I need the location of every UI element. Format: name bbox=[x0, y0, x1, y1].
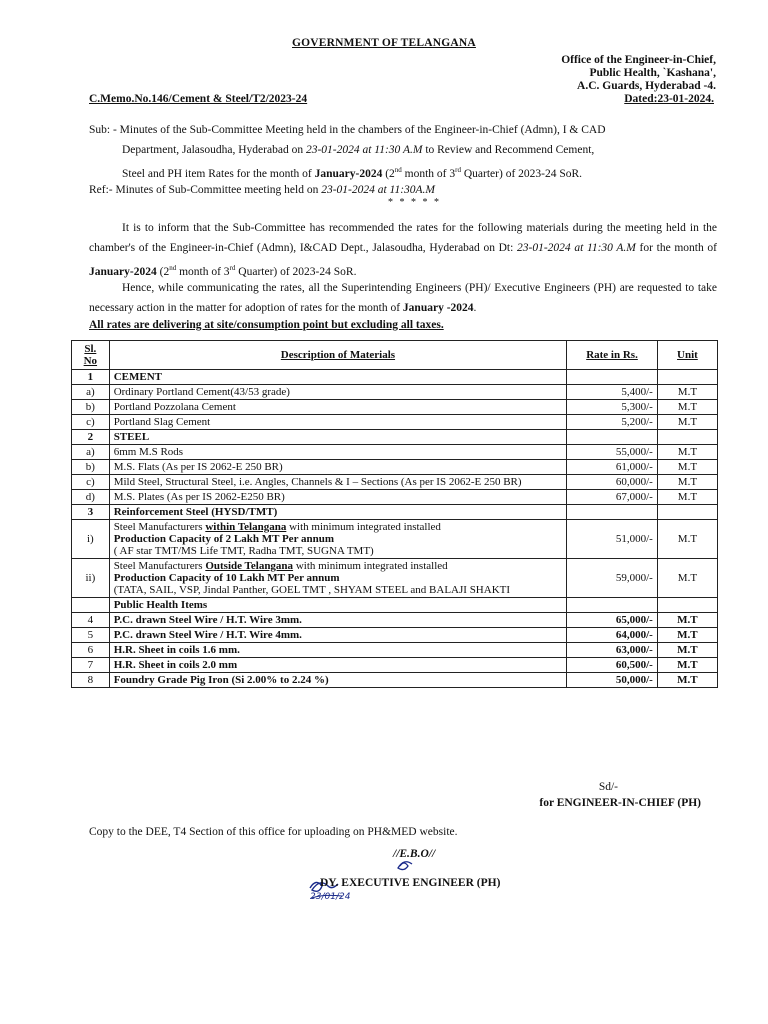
paragraph-meeting-date: 23-01-2024 at 11:30 A.M bbox=[517, 242, 636, 254]
manufacturer-list: (TATA, SAIL, VSP, Jindal Panther, GOEL TMT , SHYAM STEEL and BALAJI SHAKTI bbox=[113, 584, 511, 596]
row-rate: 5,300/- bbox=[567, 400, 658, 415]
table-row bbox=[72, 400, 718, 415]
table-row bbox=[72, 475, 718, 490]
row-sl: a) bbox=[72, 385, 110, 400]
row-unit: M.T bbox=[657, 628, 717, 643]
subject-line-2-end: to Review and Recommend Cement, bbox=[422, 144, 595, 156]
row-unit: M.T bbox=[657, 475, 717, 490]
row-unit: M.T bbox=[657, 490, 717, 505]
table-row bbox=[72, 385, 718, 400]
row-description bbox=[109, 520, 566, 559]
row-rate: 5,200/- bbox=[567, 415, 658, 430]
table-row-i bbox=[72, 520, 718, 559]
office-line-3: A.C. Guards, Hyderabad -4. bbox=[577, 80, 716, 92]
row-sl: 8 bbox=[72, 673, 110, 688]
table-row bbox=[72, 505, 718, 520]
table-row bbox=[72, 673, 718, 688]
paragraph-text: . bbox=[473, 302, 477, 314]
rates-note: All rates are delivering at site/consumption point but excluding all taxes. bbox=[89, 319, 444, 331]
row-sl: ii) bbox=[72, 559, 110, 598]
header-rate: Rate in Rs. bbox=[567, 341, 658, 370]
row-description: Portland Slag Cement bbox=[109, 415, 566, 430]
row-rate: 63,000/- bbox=[567, 643, 658, 658]
row-rate: 55,000/- bbox=[567, 445, 658, 460]
manufacturer-list: ( AF star TMT/MS Life TMT, Radha TMT, SUGNA TMT) bbox=[113, 545, 374, 557]
reference-text: Ref:- Minutes of Sub-Committee meeting held on bbox=[89, 184, 322, 196]
row-sl: 7 bbox=[72, 658, 110, 673]
row-unit: M.T bbox=[657, 445, 717, 460]
row-sl: c) bbox=[72, 475, 110, 490]
row-unit: M.T bbox=[657, 673, 717, 688]
row-description: M.S. Plates (As per IS 2062-E250 BR) bbox=[109, 490, 566, 505]
table-row bbox=[72, 445, 718, 460]
row-unit bbox=[657, 370, 717, 385]
row-sl bbox=[72, 598, 110, 613]
row-sl: 4 bbox=[72, 613, 110, 628]
office-line-1: Office of the Engineer-in-Chief, bbox=[561, 54, 716, 66]
copy-to-note: Copy to the DEE, T4 Section of this office for uploading on PH&MED website. bbox=[89, 826, 458, 838]
row-rate: 5,400/- bbox=[567, 385, 658, 400]
paragraph-text: month of 3 bbox=[176, 265, 230, 278]
row-unit: M.T bbox=[657, 400, 717, 415]
row-unit: M.T bbox=[657, 613, 717, 628]
row-sl: i) bbox=[72, 520, 110, 559]
paragraph-text: Quarter) of 2023-24 SoR. bbox=[235, 265, 357, 278]
outside-telangana: Outside Telangana bbox=[205, 560, 294, 572]
table-row bbox=[72, 628, 718, 643]
row-sl: 5 bbox=[72, 628, 110, 643]
table-body bbox=[72, 370, 718, 520]
row-sl: 6 bbox=[72, 643, 110, 658]
row-sl: 2 bbox=[72, 430, 110, 445]
table-row-ii bbox=[72, 559, 718, 598]
subject-text: (2 bbox=[382, 167, 395, 180]
ebo-mark: //E.B.O// bbox=[393, 848, 436, 860]
row-sl: b) bbox=[72, 460, 110, 475]
row-description: CEMENT bbox=[109, 370, 566, 385]
row-unit: M.T bbox=[657, 460, 717, 475]
desc-text: Steel Manufacturers bbox=[113, 560, 206, 572]
row-rate: 61,000/- bbox=[567, 460, 658, 475]
subject bbox=[89, 120, 717, 184]
table-row bbox=[72, 370, 718, 385]
for-engineer-in-chief: for ENGINEER-IN-CHIEF (PH) bbox=[539, 797, 701, 809]
row-unit: M.T bbox=[657, 415, 717, 430]
government-heading: GOVERNMENT OF TELANGANA bbox=[292, 37, 476, 49]
subject-label: Sub: - bbox=[89, 124, 120, 136]
row-rate: 59,000/- bbox=[567, 559, 658, 598]
row-rate: 60,000/- bbox=[567, 475, 658, 490]
paragraph-inform bbox=[89, 218, 717, 282]
paragraph-month: January -2024 bbox=[402, 302, 474, 314]
subject-month: January-2024 bbox=[314, 167, 383, 180]
ph-heading: Public Health Items bbox=[109, 598, 566, 613]
row-description bbox=[109, 559, 566, 598]
dy-executive-engineer: DY. EXECUTIVE ENGINEER (PH) bbox=[320, 877, 501, 889]
subject-line-3: Steel and PH item Rates for the month of bbox=[122, 167, 315, 180]
desc-text: with minimum integrated installed bbox=[293, 560, 448, 572]
signature-date: 23/01/24 bbox=[310, 892, 351, 902]
subject-line-1: Minutes of the Sub-Committee Meeting held in the chambers of the Engineer-in-Chief (Admn), I & CAD bbox=[119, 124, 606, 136]
subject-line-2: Department, Jalasoudha, Hyderabad on bbox=[122, 144, 306, 156]
rates-table bbox=[71, 340, 718, 688]
row-unit: M.T bbox=[657, 385, 717, 400]
table-row bbox=[72, 430, 718, 445]
production-capacity: Production Capacity of 2 Lakh MT Per annum bbox=[113, 533, 335, 545]
subject-meeting-date: 23-01-2024 at 11:30 A.M bbox=[305, 144, 423, 156]
paragraph-text: It is to inform that the Sub-Committee has recommended the rates for the following materials during the meeting held in the chamber's of the Engineer-in-Chief (Admn), I&CAD Dept., Jalasoudha, Hyderabad on Dt: bbox=[89, 222, 717, 254]
row-unit bbox=[657, 430, 717, 445]
production-capacity: Production Capacity of 10 Lakh MT Per annum bbox=[113, 572, 340, 584]
header-description: Description of Materials bbox=[109, 341, 566, 370]
desc-text: Steel Manufacturers bbox=[113, 521, 206, 533]
table-row bbox=[72, 658, 718, 673]
row-unit bbox=[657, 505, 717, 520]
row-unit: M.T bbox=[657, 643, 717, 658]
header-sl-no: Sl. No bbox=[72, 341, 110, 370]
row-description: P.C. drawn Steel Wire / H.T. Wire 4mm. bbox=[109, 628, 566, 643]
superscript-nd: nd bbox=[169, 264, 177, 272]
signed-mark: Sd/- bbox=[598, 781, 618, 793]
row-sl: a) bbox=[72, 445, 110, 460]
subject-text: Quarter) of 2023-24 SoR. bbox=[461, 167, 583, 180]
superscript-nd: nd bbox=[394, 166, 402, 174]
superscript-rd: rd bbox=[229, 264, 236, 272]
paragraph-text: Hence, while communicating the rates, all the Superintending Engineers (PH)/ Executive Engineers (PH) are requested to take necessary action in the matter for adoption of rates for the month of bbox=[89, 282, 717, 314]
paragraph-text: (2 bbox=[156, 265, 170, 278]
paragraph-hence bbox=[89, 278, 717, 318]
row-unit: M.T bbox=[657, 520, 717, 559]
row-rate: 50,000/- bbox=[567, 673, 658, 688]
within-telangana: within Telangana bbox=[205, 521, 287, 533]
row-rate: 67,000/- bbox=[567, 490, 658, 505]
row-rate: 64,000/- bbox=[567, 628, 658, 643]
table-header-row bbox=[72, 341, 718, 370]
row-description: 6mm M.S Rods bbox=[109, 445, 566, 460]
row-rate bbox=[567, 370, 658, 385]
row-description: Ordinary Portland Cement(43/53 grade) bbox=[109, 385, 566, 400]
reference-date: 23-01-2024 at 11:30A.M bbox=[321, 184, 436, 196]
subject-text: month of 3 bbox=[401, 167, 456, 180]
table-row-ph-heading bbox=[72, 598, 718, 613]
row-unit: M.T bbox=[657, 658, 717, 673]
row-sl: c) bbox=[72, 415, 110, 430]
paragraph-month: January-2024 bbox=[89, 265, 157, 278]
ph-table-body bbox=[72, 613, 718, 688]
row-unit bbox=[657, 598, 717, 613]
separator-stars: * * * * * bbox=[388, 197, 441, 208]
table-row bbox=[72, 613, 718, 628]
desc-text: with minimum integrated installed bbox=[286, 521, 441, 533]
row-sl: b) bbox=[72, 400, 110, 415]
row-description: Reinforcement Steel (HYSD/TMT) bbox=[109, 505, 566, 520]
superscript-rd: rd bbox=[455, 166, 461, 174]
row-description: H.R. Sheet in coils 1.6 mm. bbox=[109, 643, 566, 658]
reference bbox=[89, 180, 435, 200]
row-description: STEEL bbox=[109, 430, 566, 445]
row-rate bbox=[567, 505, 658, 520]
row-description: Mild Steel, Structural Steel, i.e. Angles, Channels & I – Sections (As per IS 2062-E 250 BR) bbox=[109, 475, 566, 490]
paragraph-text: for the month of bbox=[635, 242, 717, 254]
row-description: Portland Pozzolana Cement bbox=[109, 400, 566, 415]
row-description: Foundry Grade Pig Iron (Si 2.00% to 2.24 %) bbox=[109, 673, 566, 688]
row-rate: 60,500/- bbox=[567, 658, 658, 673]
table-row bbox=[72, 460, 718, 475]
row-sl: 3 bbox=[72, 505, 110, 520]
row-description: M.S. Flats (As per IS 2062-E 250 BR) bbox=[109, 460, 566, 475]
row-rate bbox=[567, 598, 658, 613]
row-description: H.R. Sheet in coils 2.0 mm bbox=[109, 658, 566, 673]
office-address bbox=[561, 54, 716, 93]
office-line-2: Public Health, `Kashana', bbox=[589, 67, 716, 79]
table-row bbox=[72, 643, 718, 658]
table-row bbox=[72, 415, 718, 430]
memo-number: C.Memo.No.146/Cement & Steel/T2/2023-24 bbox=[89, 93, 308, 105]
header-unit: Unit bbox=[657, 341, 717, 370]
row-rate: 65,000/- bbox=[567, 613, 658, 628]
row-rate: 51,000/- bbox=[567, 520, 658, 559]
row-sl: d) bbox=[72, 490, 110, 505]
memo-date: Dated:23-01-2024. bbox=[624, 93, 714, 105]
row-description: P.C. drawn Steel Wire / H.T. Wire 3mm. bbox=[109, 613, 566, 628]
row-sl: 1 bbox=[72, 370, 110, 385]
table-row bbox=[72, 490, 718, 505]
row-rate bbox=[567, 430, 658, 445]
row-unit: M.T bbox=[657, 559, 717, 598]
